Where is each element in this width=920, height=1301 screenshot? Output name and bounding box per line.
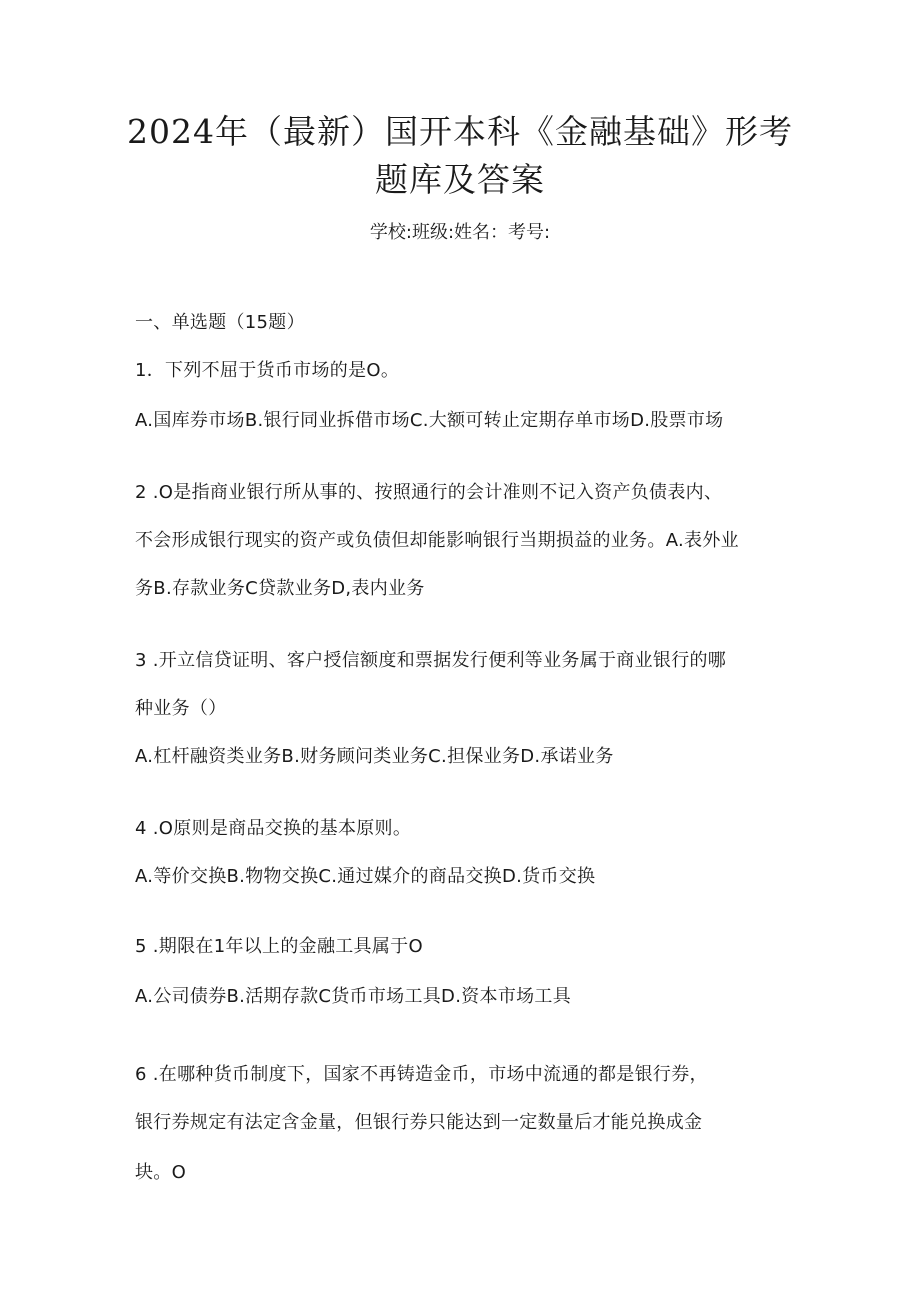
- question-3-stem-line-1: 3 .开立信贷证明、客户授信额度和票据发行便利等业务属于商业银行的哪: [135, 650, 727, 671]
- question-2-stem-line-1: 2 .O是指商业银行所从事的、按照通行的会计准则不记入资产负债表内、: [135, 482, 723, 503]
- question-5-stem: 5 .期限在1年以上的金融工具属于O: [135, 936, 423, 957]
- question-6-stem-line-3: 块。O: [135, 1162, 187, 1183]
- question-6-stem-line-1: 6 .在哪种货币制度下，国家不再铸造金币，市场中流通的都是银行券，: [135, 1064, 708, 1085]
- question-3-options: A.杠杆融资类业务B.财务顾问类业务C.担保业务D.承诺业务: [135, 746, 614, 767]
- question-5-options: A.公司债券B.活期存款C货币市场工具D.资本市场工具: [135, 986, 572, 1007]
- document-title-line-1: 2024年（最新）国开本科《金融基础》形考: [127, 112, 793, 151]
- question-1-options: A.国库券市场B.银行同业拆借市场C.大额可转止定期存单市场D.股票市场: [135, 410, 724, 431]
- student-info-line: 学校:班级:姓名：考号:: [369, 222, 551, 243]
- question-2-stem-line-3: 务B.存款业务C贷款业务D,表内业务: [135, 578, 425, 599]
- question-4-stem: 4 .O原则是商品交换的基本原则。: [135, 818, 412, 839]
- question-4-options: A.等价交换B.物物交换C.通过媒介的商品交换D.货币交换: [135, 866, 596, 887]
- question-1-stem: 1．下列不屈于货币市场的是O。: [135, 360, 400, 381]
- section-heading: 一、单选题（15题）: [135, 312, 305, 333]
- question-3-stem-line-2: 种业务（）: [135, 698, 227, 719]
- document-title-line-2: 题库及答案: [375, 160, 545, 199]
- question-2-stem-line-2: 不会形成银行现实的资产或负债但却能影响银行当期损益的业务。A.表外业: [135, 530, 739, 551]
- question-6-stem-line-2: 银行券规定有法定含金量，但银行券只能达到一定数量后才能兑换成金: [135, 1112, 703, 1133]
